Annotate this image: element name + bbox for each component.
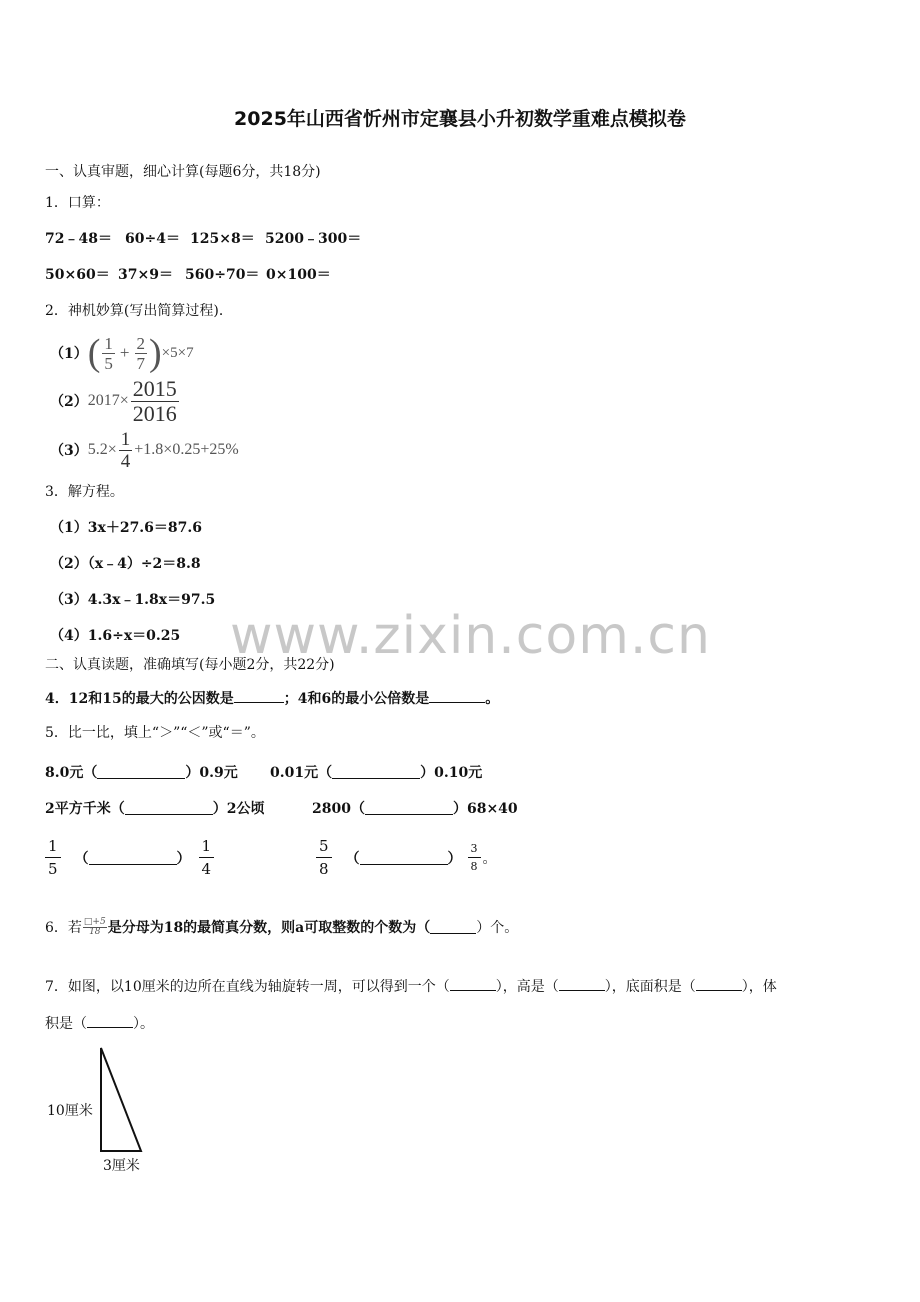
- frac-denominator: 4: [120, 450, 131, 472]
- q5-r1-b1: 0.01元（: [270, 765, 333, 781]
- frac-numerator: 5: [316, 838, 332, 858]
- answer-blank[interactable]: [332, 766, 420, 779]
- q5-r1-a1: 8.0元（: [45, 765, 98, 781]
- frac-numerator: 1: [104, 333, 113, 353]
- q2-p3-index: （3）: [50, 443, 88, 459]
- page-title: 2025年山西省忻州市定襄县小升初数学重难点模拟卷: [234, 108, 686, 130]
- q5-row2-left: [45, 798, 265, 818]
- height-label: 10厘米: [47, 1103, 93, 1119]
- q5-r2-b1: 2800（: [312, 801, 365, 817]
- watermark: www.zixin.com.cn: [230, 606, 711, 666]
- answer-blank[interactable]: [89, 852, 177, 865]
- answer-blank[interactable]: [365, 802, 453, 815]
- q5-r2-a2: ）2公顷: [212, 801, 265, 817]
- answer-blank[interactable]: [87, 1015, 133, 1028]
- q7-l1-b: ），高是（: [495, 979, 559, 995]
- q7-l2-b: ）。: [133, 1016, 154, 1032]
- frac-denominator: 18: [89, 927, 101, 937]
- answer-blank[interactable]: [97, 766, 185, 779]
- q1-label: 1．口算：: [45, 195, 110, 211]
- q2-p2-frac: [131, 375, 179, 426]
- q3-item-3: （3）4.3x﹣1.8x＝97.5: [50, 592, 216, 608]
- q2-p2-lead: 2017×: [87, 392, 129, 409]
- q5-frac3: [316, 838, 332, 879]
- q6-text-c: ）个。: [476, 919, 519, 936]
- frac-denominator: 8: [319, 860, 329, 879]
- q2-p1-index: （1）: [50, 346, 88, 362]
- frac-numerator: 1: [199, 838, 215, 858]
- q5-r1-a2: ）0.9元: [185, 765, 238, 781]
- q5-r2-a1: 2平方千米（: [45, 801, 125, 817]
- q6: [45, 918, 518, 937]
- q6-fraction: [83, 918, 107, 937]
- q5-frac2: [199, 838, 215, 879]
- q1-r2-c2: 37×9＝: [118, 267, 173, 283]
- q5-frac1: [45, 838, 61, 879]
- open-paren: （: [345, 851, 360, 868]
- base-label: 3厘米: [103, 1158, 140, 1174]
- frac-denominator: 4: [201, 860, 212, 879]
- right-paren: ): [149, 332, 162, 374]
- q2-part1: [50, 330, 194, 376]
- q5-r2-b2: ）68×40: [452, 801, 518, 817]
- q7-l2-a: 积是（: [45, 1016, 87, 1032]
- right-triangle-shape: [101, 1048, 141, 1151]
- q5-label: 5．比一比，填上“＞”“＜”或“＝”。: [45, 725, 265, 741]
- q7-line2: [45, 1015, 154, 1031]
- close-paren: ）: [176, 851, 191, 868]
- q5-r3-end: 。: [482, 851, 497, 868]
- q5-r1-b2: ）0.10元: [420, 765, 483, 781]
- q1-r1-c3: 125×8＝: [190, 231, 255, 247]
- q2-p2-index: （2）: [50, 394, 88, 410]
- answer-blank[interactable]: [234, 690, 284, 703]
- answer-blank[interactable]: [430, 921, 476, 934]
- section2-heading: 二、认真读题，准确填写(每小题2分，共22分): [45, 657, 335, 673]
- q3-label: 3．解方程。: [45, 484, 124, 500]
- left-paren: (: [87, 332, 101, 374]
- q1-r1-c2: 60÷4＝: [125, 231, 180, 247]
- answer-blank[interactable]: [429, 690, 485, 703]
- frac-denominator: 5: [48, 860, 58, 879]
- q1-r1-c1: 72﹣48＝: [45, 231, 112, 247]
- q7-l1-d: ），体: [741, 979, 777, 995]
- frac-denominator: 2016: [132, 400, 177, 426]
- frac-denominator: 5: [104, 353, 113, 373]
- q2-part3: [50, 428, 239, 472]
- q7-l1-a: 7．如图，以10厘米的边所在直线为轴旋转一周，可以得到一个（: [45, 979, 450, 995]
- q5-row3-left: [45, 838, 214, 879]
- q4-text-c: 。: [485, 691, 500, 707]
- q5-row1-right: [270, 762, 482, 782]
- answer-blank[interactable]: [696, 978, 742, 991]
- q7-l1-c: ），底面积是（: [604, 979, 696, 995]
- q2-p1-tail: ×5×7: [161, 344, 194, 361]
- answer-blank[interactable]: [450, 978, 496, 991]
- q6-text-a: 6．若: [45, 919, 82, 936]
- q5-row1-left: [45, 762, 238, 782]
- q3-item-2: （2）（x﹣4）÷2＝8.8: [50, 556, 201, 572]
- q2-part2: [50, 375, 181, 426]
- q2-p1-frac1: [102, 335, 115, 372]
- frac-numerator: 2015: [132, 375, 177, 401]
- answer-blank[interactable]: [360, 852, 448, 865]
- q5-row3-right: [316, 838, 497, 879]
- q5-frac4: [468, 843, 481, 874]
- q4-text-b: ；4和6的最小公倍数是: [283, 691, 430, 707]
- q2-label: 2．神机妙算(写出简算过程)．: [45, 303, 233, 319]
- frac-denominator: 7: [136, 353, 145, 373]
- q3-item-4: （4）1.6÷x＝0.25: [50, 628, 181, 644]
- q4-text-a: 4．12和15的最大的公因数是: [45, 691, 234, 707]
- open-paren: （: [74, 851, 89, 868]
- close-paren: ）: [447, 851, 462, 868]
- frac-denominator: 8: [470, 860, 478, 874]
- plus-sign: +: [119, 343, 130, 362]
- frac-numerator: 3: [468, 843, 481, 859]
- section1-heading: 一、认真审题，细心计算(每题6分，共18分): [45, 164, 321, 180]
- answer-blank[interactable]: [559, 978, 605, 991]
- q1-r2-c4: 0×100＝: [266, 267, 331, 283]
- q2-p3-tail: +1.8×0.25+25%: [134, 441, 239, 458]
- q2-p3-lead: 5.2×: [87, 441, 117, 458]
- answer-blank[interactable]: [125, 802, 213, 815]
- q1-r2-c3: 560÷70＝: [185, 267, 260, 283]
- frac-numerator: □+5: [83, 917, 106, 927]
- q1-r2-c1: 50×60＝: [45, 267, 110, 283]
- q3-item-1: （1）3x＋27.6＝87.6: [50, 520, 203, 536]
- q2-p3-frac: [119, 430, 133, 471]
- q5-row2-right: [312, 798, 518, 818]
- q6-text-b: 是分母为18的最简真分数，则a可取整数的个数为（: [107, 919, 431, 936]
- q4: [45, 690, 499, 706]
- q7-line1: [45, 978, 777, 994]
- q1-r1-c4: 5200﹣300＝: [265, 231, 362, 247]
- q2-p1-frac2: [135, 335, 148, 372]
- frac-numerator: 1: [45, 838, 61, 858]
- frac-numerator: 1: [120, 428, 131, 450]
- frac-numerator: 2: [136, 333, 145, 353]
